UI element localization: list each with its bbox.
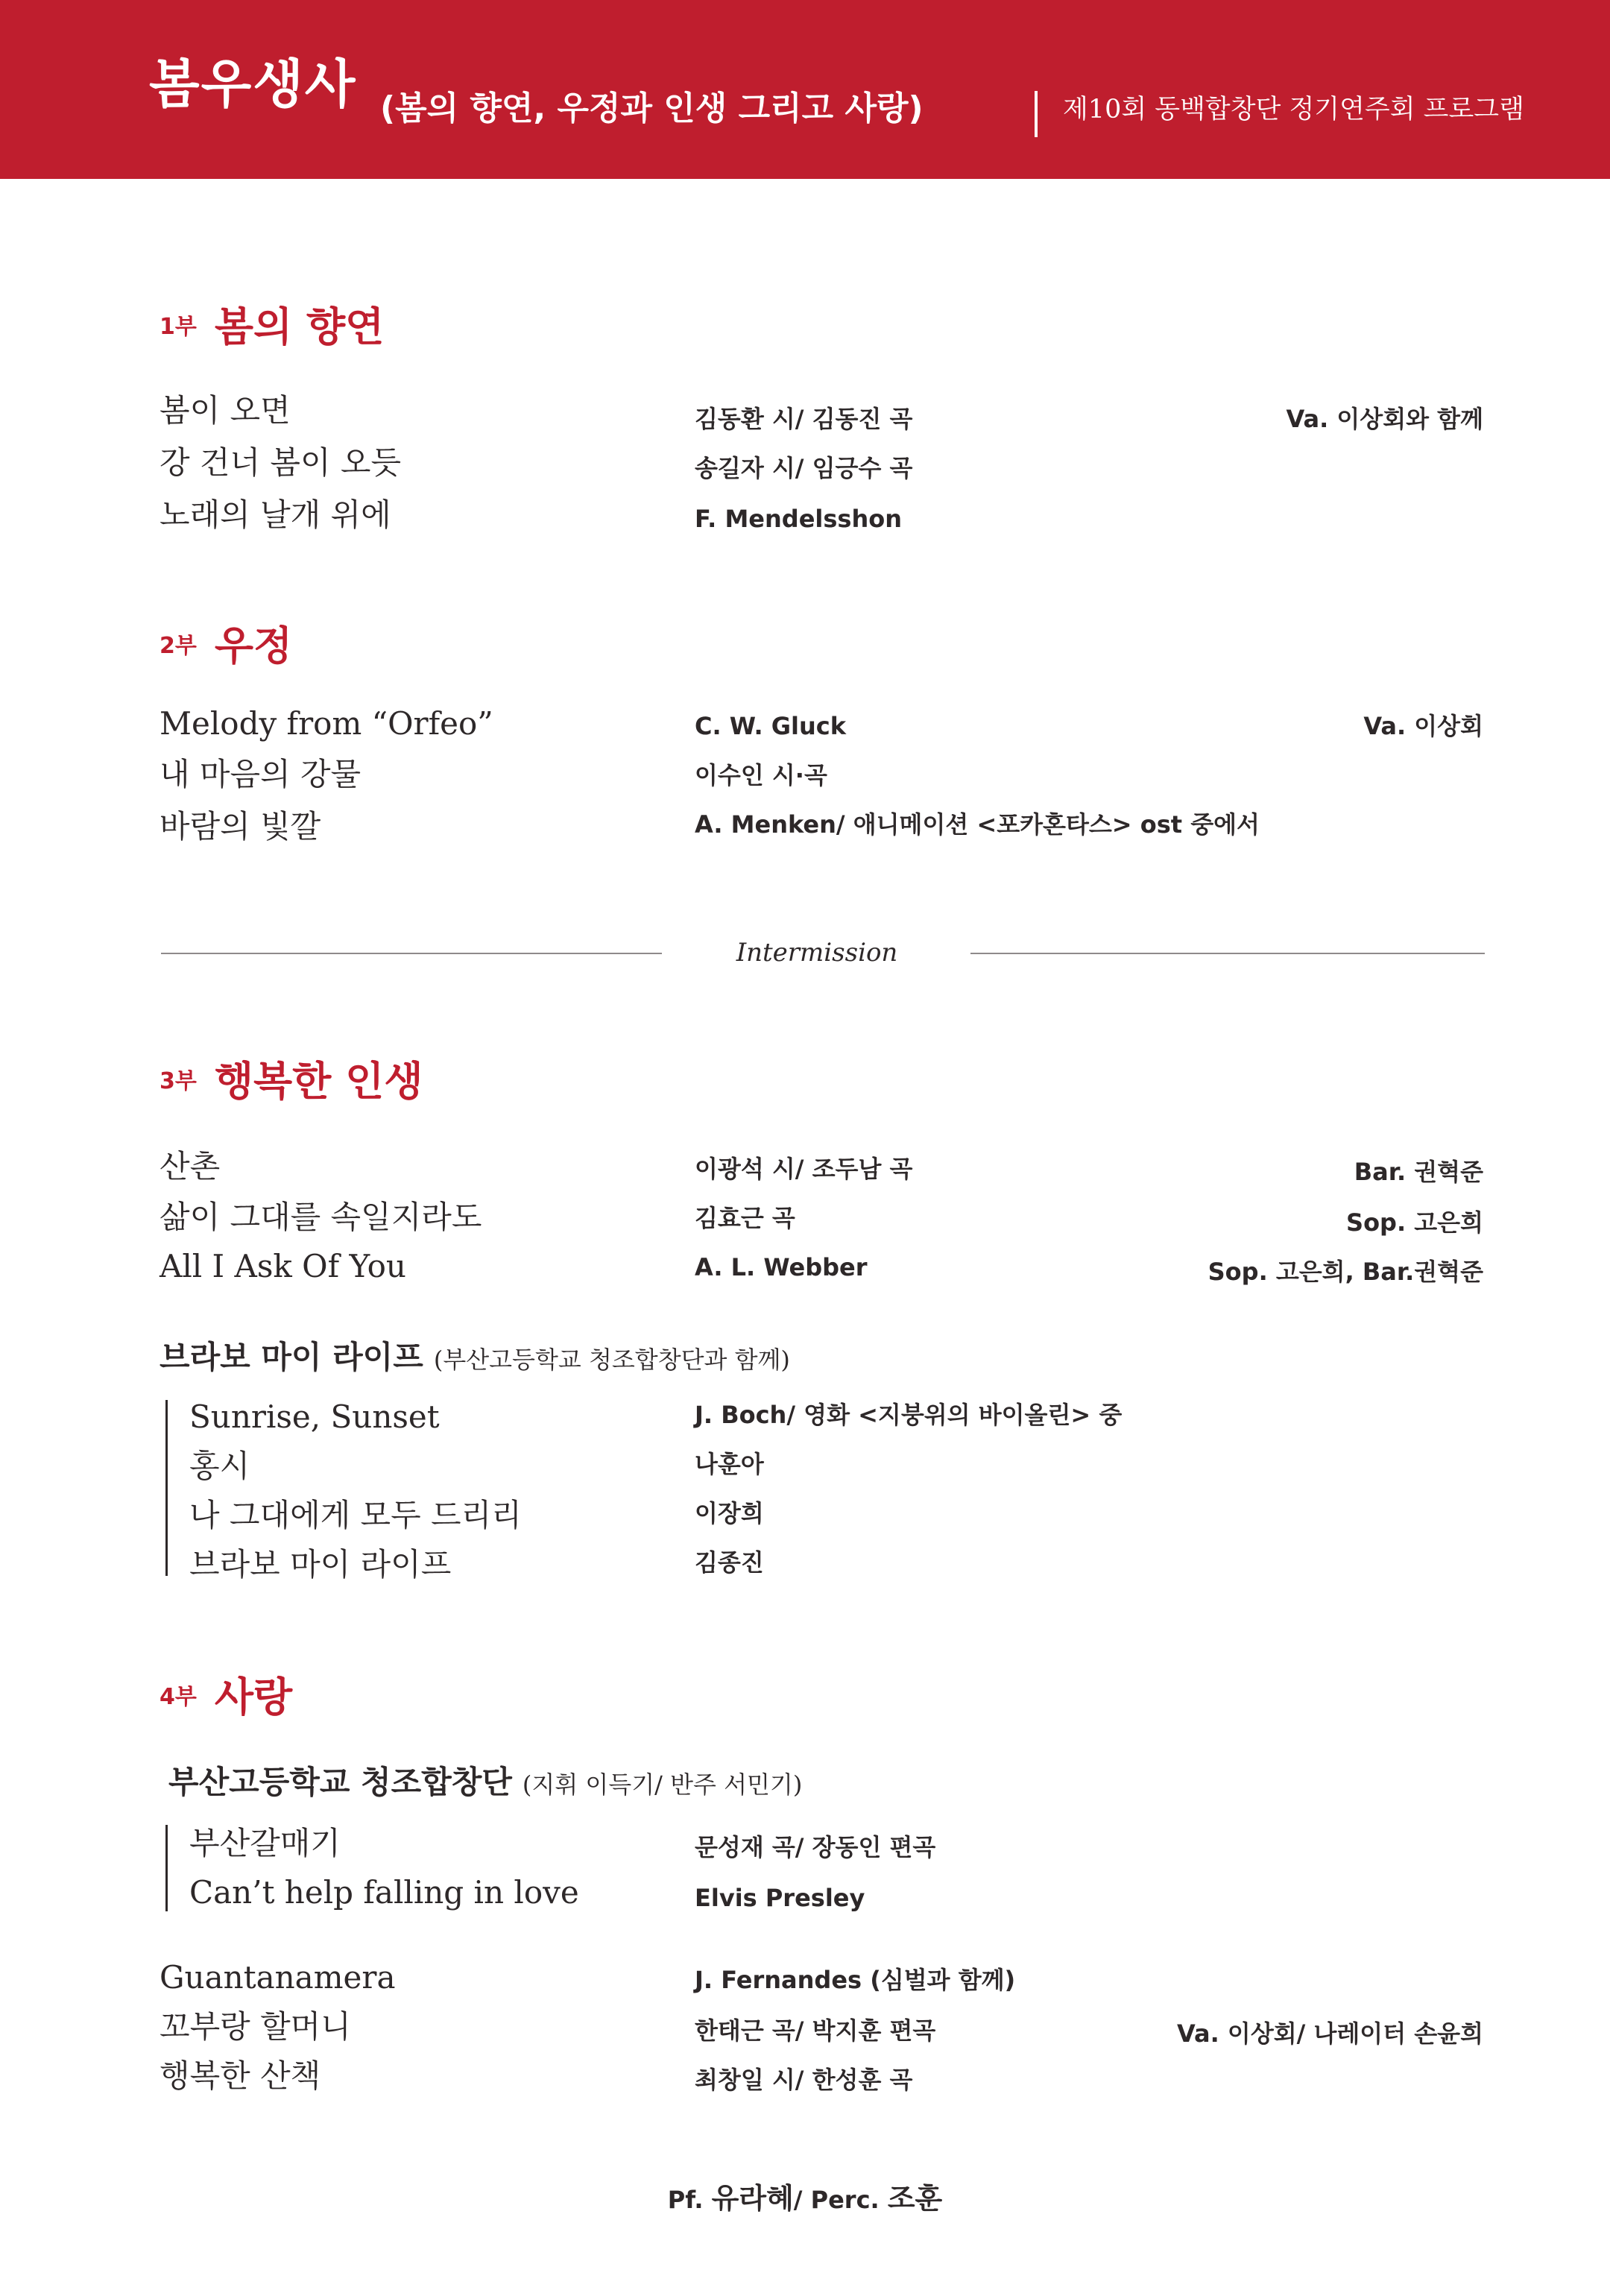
program-performer: Va. 이상회/ 나레이터 손윤희 xyxy=(1177,2019,1483,2048)
part4-name: 사랑 xyxy=(214,1674,293,1721)
part1-name: 봄의 향연 xyxy=(214,303,385,350)
program-title: 부산갈매기 xyxy=(189,1825,341,1861)
program-title: 브라보 마이 라이프 xyxy=(189,1546,452,1583)
part1-number: 1부 xyxy=(160,314,197,340)
program-title: All I Ask Of You xyxy=(160,1248,406,1284)
brand-title: 봄우생사 xyxy=(149,54,357,115)
program-composer: 송길자 시/ 임긍수 곡 xyxy=(695,454,913,482)
percussion-label: / Perc. xyxy=(793,2186,880,2214)
program-performer: Sop. 고은희 xyxy=(1346,1208,1483,1237)
program-composer: 이광석 시/ 조두남 곡 xyxy=(695,1155,913,1183)
part3-number: 3부 xyxy=(160,1068,197,1094)
part2-heading xyxy=(160,622,293,669)
program-composer: Elvis Presley xyxy=(695,1884,865,1912)
brand-subtitle: (봄의 향연, 우정과 인생 그리고 사랑) xyxy=(380,89,924,127)
program-title: Guantanamera xyxy=(160,1959,396,1996)
program-title: 바람의 빛깔 xyxy=(160,808,321,845)
program-composer: 나훈아 xyxy=(695,1450,764,1478)
accompanist-credits xyxy=(0,2175,1610,2216)
header-banner xyxy=(0,0,1610,179)
program-title: 봄이 오면 xyxy=(160,392,291,429)
group-subtitle: (지휘 이득기/ 반주 서민기) xyxy=(522,1770,803,1799)
program-performer: Va. 이상회 xyxy=(1363,712,1483,740)
program-composer: 문성재 곡/ 장동인 편곡 xyxy=(695,1833,936,1861)
intermission-rule-right xyxy=(970,953,1485,954)
part1-heading xyxy=(160,303,385,350)
program-composer: C. W. Gluck xyxy=(695,712,847,740)
concert-title: 제10회 동백합창단 정기연주회 프로그램 xyxy=(1063,95,1524,124)
program-title: Melody from “Orfeo” xyxy=(160,705,493,742)
program-composer: 이장희 xyxy=(695,1499,764,1527)
program-title: 삶이 그대를 속일지라도 xyxy=(160,1199,482,1235)
header-divider xyxy=(1035,91,1038,137)
program-title: 노래의 날개 위에 xyxy=(160,496,391,533)
program-composer: J. Fernandes (심벌과 함께) xyxy=(695,1966,1016,1994)
program-composer: A. L. Webber xyxy=(695,1253,868,1281)
part2-number: 2부 xyxy=(160,633,197,659)
program-title: 나 그대에게 모두 드리리 xyxy=(189,1497,522,1533)
program-title: 산촌 xyxy=(160,1148,221,1185)
program-composer: 최창일 시/ 한성훈 곡 xyxy=(695,2066,913,2094)
group-title-text: 부산고등학교 청조합창단 xyxy=(168,1764,512,1800)
pianist-name: 유라혜 xyxy=(711,2182,794,2215)
program-performer: Bar. 권혁준 xyxy=(1354,1158,1483,1186)
program-composer: F. Mendelsshon xyxy=(695,505,902,533)
intermission-label: Intermission xyxy=(736,938,898,968)
program-title: Sunrise, Sunset xyxy=(189,1398,440,1435)
program-composer: 김종진 xyxy=(695,1548,764,1577)
group-subtitle: (부산고등학교 청조합창단과 함께) xyxy=(433,1346,790,1374)
group-bracket xyxy=(165,1825,168,1911)
program-composer: 김동환 시/ 김동진 곡 xyxy=(695,405,913,433)
part4-number: 4부 xyxy=(160,1684,197,1710)
group-title-text: 브라보 마이 라이프 xyxy=(160,1339,423,1375)
program-title: Can’t help falling in love xyxy=(189,1874,579,1911)
pianist-label: Pf. xyxy=(667,2186,704,2214)
program-composer: 한태근 곡/ 박지훈 편곡 xyxy=(695,2016,936,2045)
program-title: 행복한 산책 xyxy=(160,2057,321,2094)
program-title: 강 건너 봄이 오듯 xyxy=(160,444,402,481)
program-composer: 이수인 시·곡 xyxy=(695,761,827,789)
program-title: 꼬부랑 할머니 xyxy=(160,2008,351,2045)
part2-name: 우정 xyxy=(214,622,293,669)
program-performer: Va. 이상회와 함께 xyxy=(1286,405,1483,433)
group-title xyxy=(168,1764,803,1800)
part4-heading xyxy=(160,1674,293,1721)
program-composer: 김효근 곡 xyxy=(695,1204,795,1232)
part3-heading xyxy=(160,1058,423,1105)
percussion-name: 조훈 xyxy=(887,2182,943,2215)
program-performer: Sop. 고은희, Bar.권혁준 xyxy=(1208,1258,1483,1286)
program-title: 내 마음의 강물 xyxy=(160,756,362,792)
part3-name: 행복한 인생 xyxy=(214,1058,423,1105)
program-composer: J. Boch/ 영화 <지붕위의 바이올린> 중 xyxy=(695,1401,1123,1429)
program-composer: A. Menken/ 애니메이션 <포카혼타스> ost 중에서 xyxy=(695,810,1260,839)
group-title xyxy=(160,1339,790,1375)
program-title: 홍시 xyxy=(189,1448,250,1484)
group-bracket xyxy=(165,1400,168,1576)
